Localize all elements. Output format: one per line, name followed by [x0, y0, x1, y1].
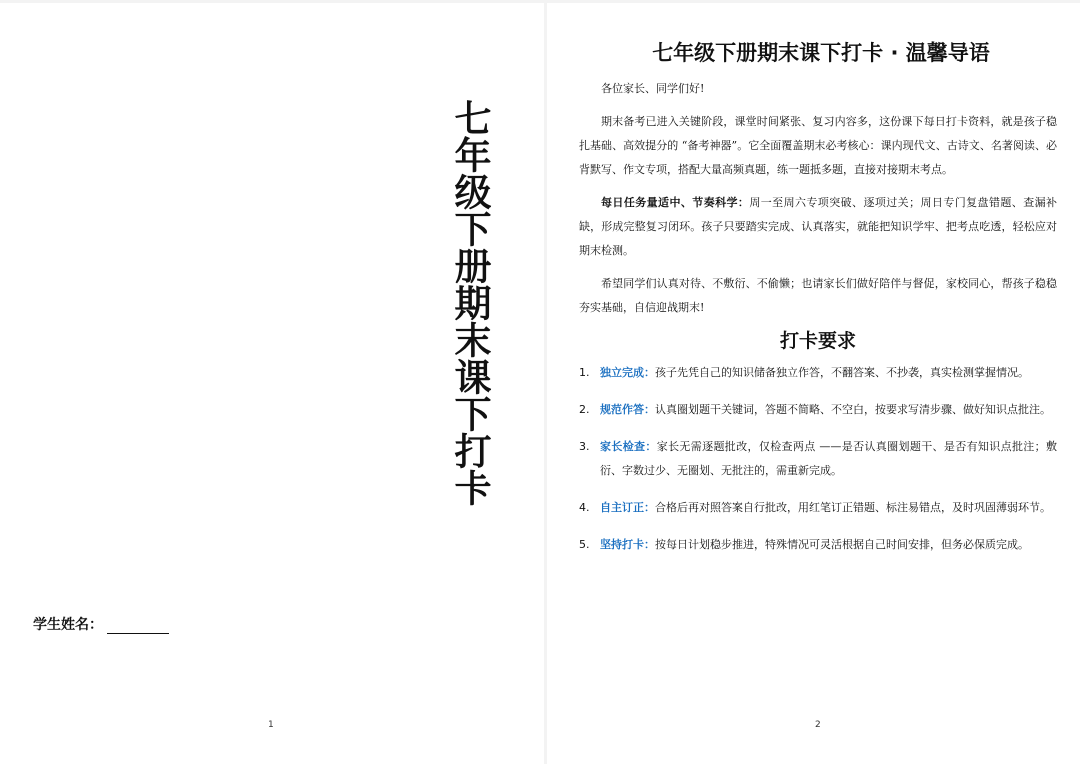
schedule-paragraph — [579, 191, 1057, 263]
page-title: 七年级下册期末课下打卡 · 温馨导语 — [652, 41, 990, 65]
student-name-field — [33, 614, 169, 634]
cover-title: 七年级下册期末课下打卡 — [448, 99, 491, 506]
section-title: 打卡要求 — [779, 330, 856, 352]
page-1 — [0, 3, 544, 764]
student-name-blank — [107, 617, 169, 634]
requirement-label: 独立完成： — [600, 366, 655, 379]
requirement-label: 自主订正： — [600, 501, 655, 514]
greeting: 各位家长、同学们好! — [601, 82, 705, 95]
requirement-text: 孩子先凭自己的知识储备独立作答，不翻答案、不抄袭，真实检测掌握情况。 — [655, 366, 1029, 379]
student-name-label: 学生姓名： — [33, 617, 103, 633]
requirement-text: 合格后再对照答案自行批改，用红笔订正错题、标注易错点，及时巩固薄弱环节。 — [655, 501, 1051, 514]
requirement-label: 规范作答： — [600, 403, 655, 416]
schedule-paragraph-text: 周一至周六专项突破、逐项过关；周日专门复盘错题、查漏补缺，形成完整复习闭环。孩子只要踏实完成、认真落实，就能把知识学牢、把考点吃透，轻松应对期末检测。 — [579, 196, 1058, 257]
requirement-number: 2. — [579, 403, 590, 416]
schedule-paragraph-lead: 每日任务量适中、节奏科学： — [601, 196, 750, 209]
requirement-text: 按每日计划稳步推进，特殊情况可灵活根据自己时间安排，但务必保质完成。 — [655, 538, 1029, 551]
page-body — [579, 77, 1057, 570]
requirement-label: 坚持打卡： — [600, 538, 655, 551]
requirement-text: 认真圈划题干关键词，答题不简略、不空白，按要求写清步骤、做好知识点批注。 — [655, 403, 1051, 416]
requirement-item — [579, 398, 1057, 422]
page-number: 1 — [268, 720, 274, 730]
requirement-item — [579, 361, 1057, 385]
requirement-label: 家长检查： — [600, 440, 657, 453]
requirement-item — [579, 533, 1057, 557]
page-number: 2 — [815, 720, 821, 730]
requirement-number: 4. — [579, 501, 590, 514]
page-2 — [547, 3, 1080, 764]
requirement-item — [579, 435, 1057, 483]
closing-paragraph: 希望同学们认真对待、不敷衍、不偷懒；也请家长们做好陪伴与督促，家校同心，帮孩子稳稳夯实基础，自信迎战期末! — [579, 277, 1057, 314]
intro-paragraph: 期末备考已进入关键阶段，课堂时间紧张、复习内容多，这份课下每日打卡资料，就是孩子稳扎基础、高效提分的 “备考神器”。它全面覆盖期末必考核心：课内现代文、古诗文、名著阅读、必背默写、作文专项，搭配大量高频真题，练一题抵多题，直接对接期末考点。 — [579, 115, 1057, 176]
requirement-number: 5. — [579, 538, 590, 551]
requirement-number: 3. — [579, 440, 590, 453]
requirement-item — [579, 496, 1057, 520]
requirements-list — [579, 361, 1057, 557]
requirement-number: 1. — [579, 366, 590, 379]
requirement-text: 家长无需逐题批改，仅检查两点 ——是否认真圈划题干、是否有知识点批注；敷衍、字数过少、无圈划、无批注的，需重新完成。 — [600, 440, 1057, 477]
